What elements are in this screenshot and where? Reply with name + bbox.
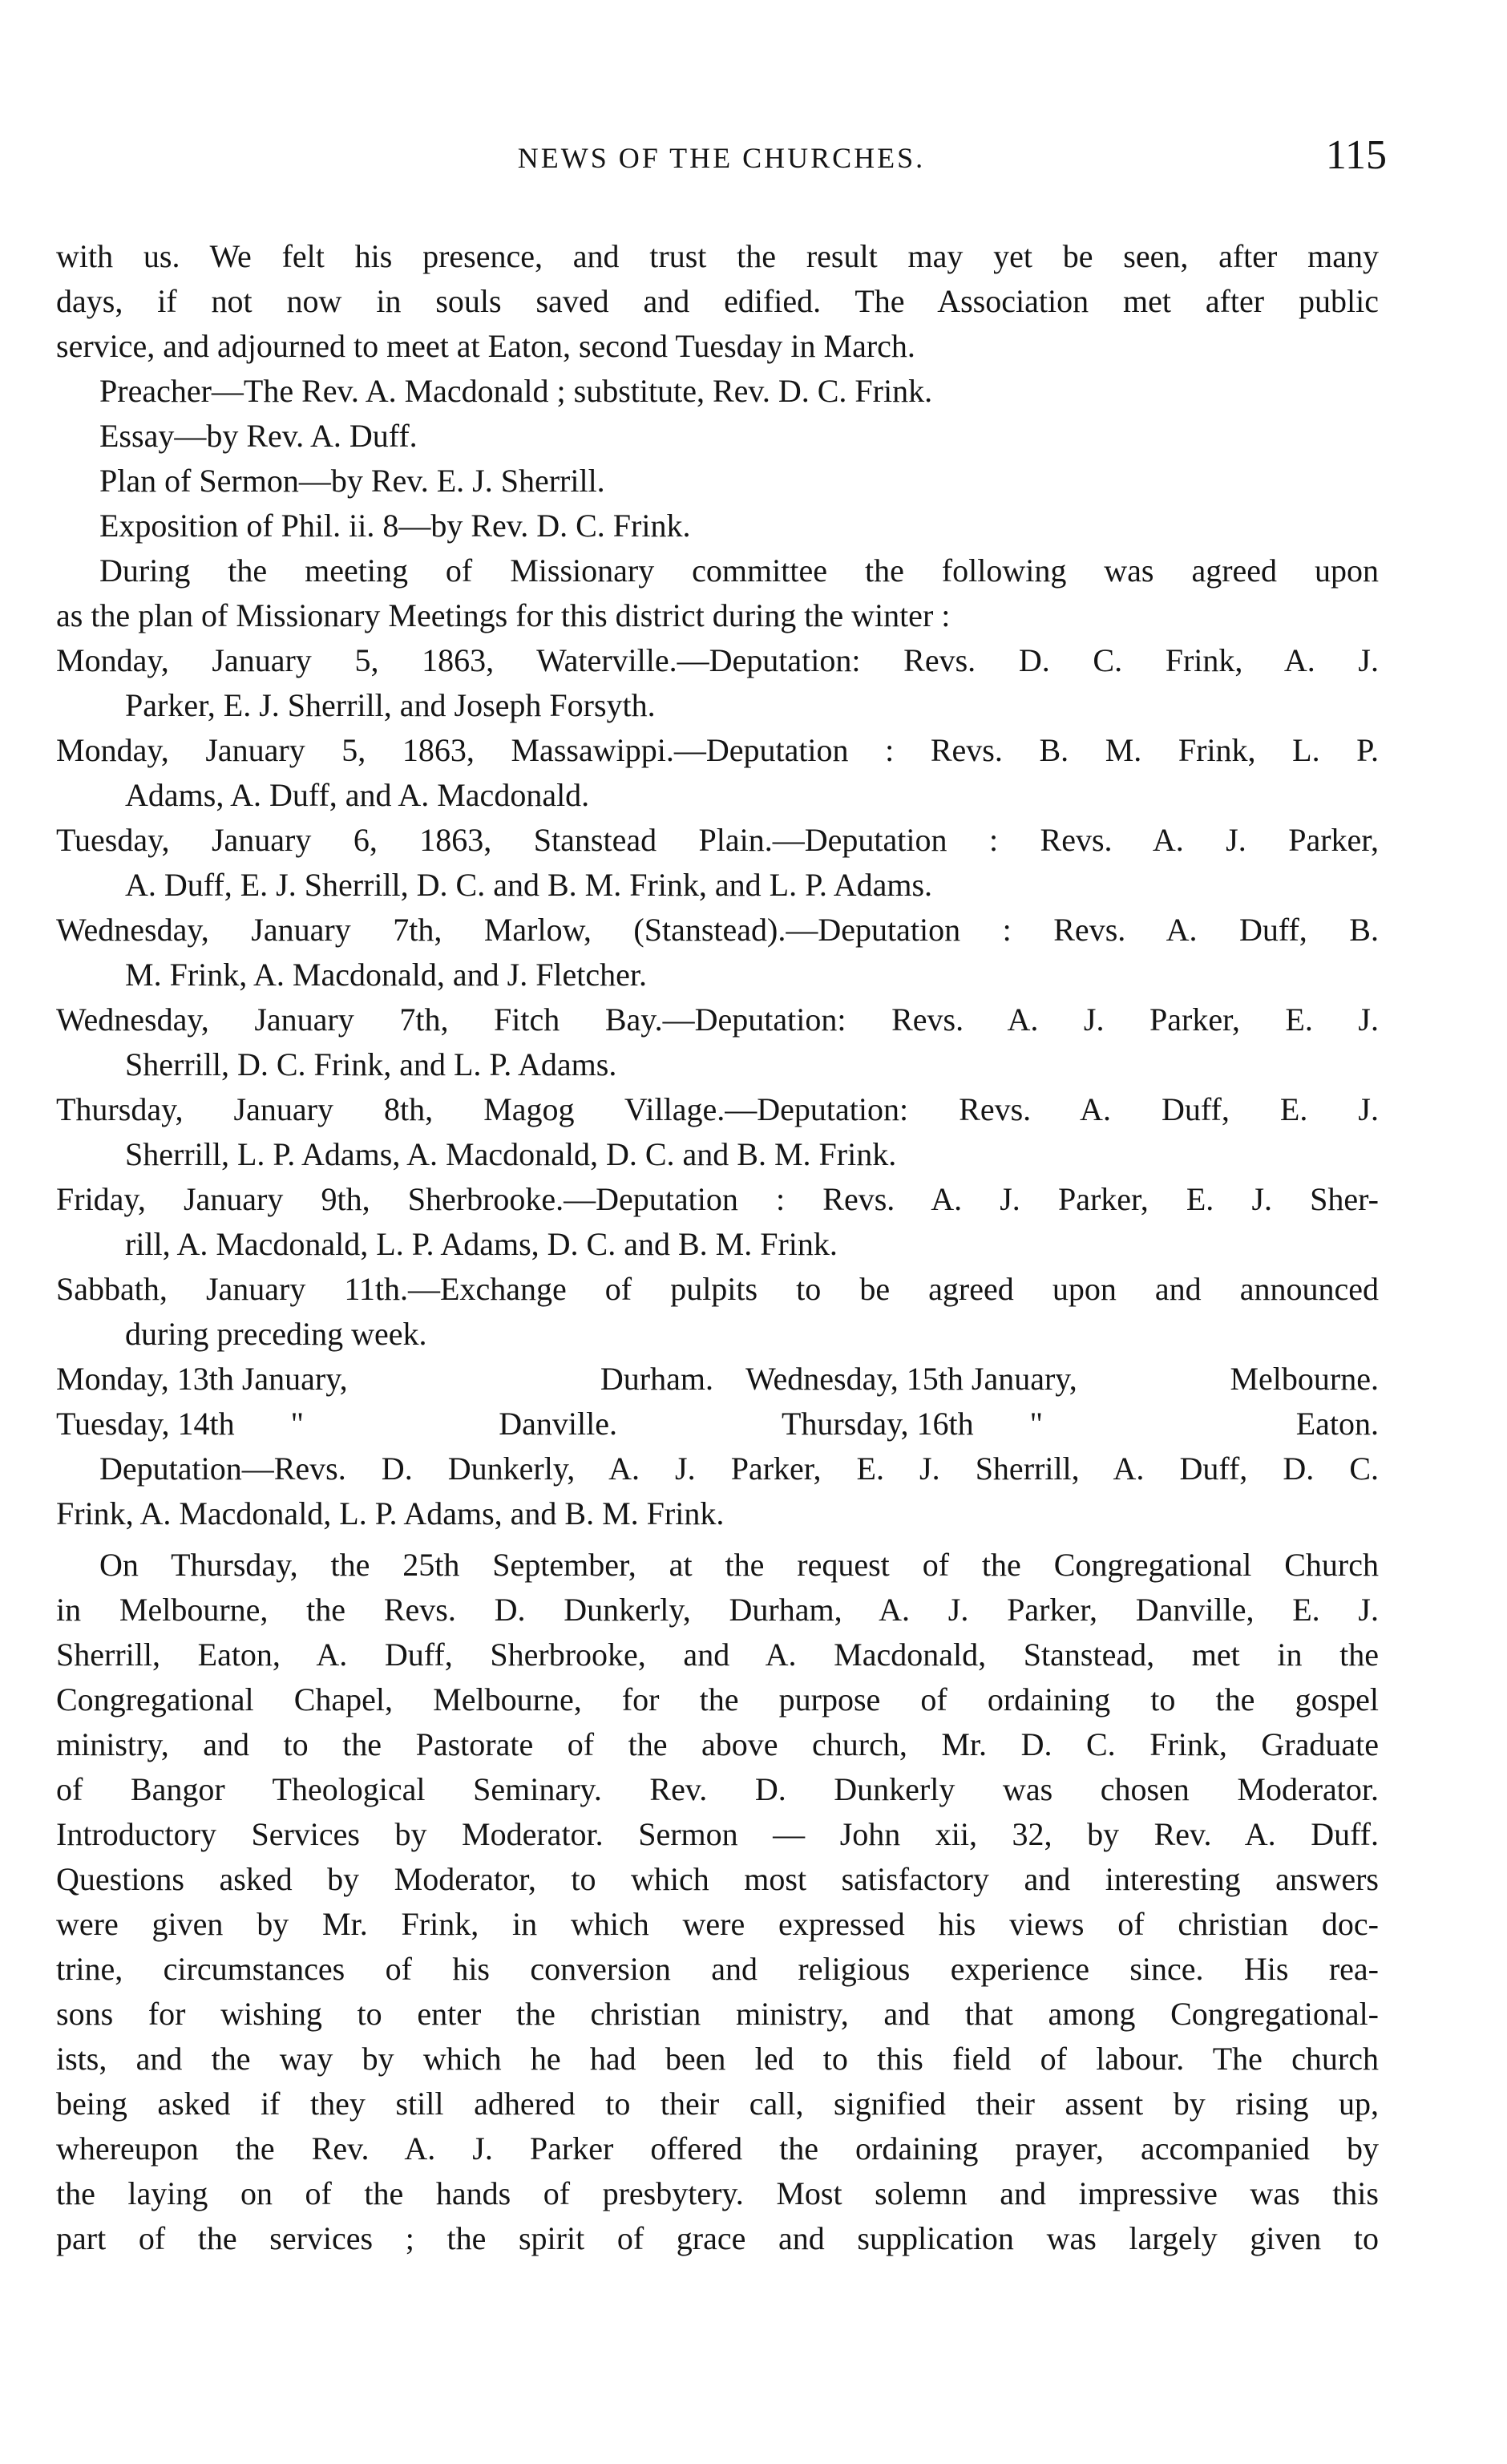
text-line: part of the services ; the spirit of grace and supplication was largely given to: [56, 2220, 1379, 2256]
meeting-line: Friday, January 9th, Sherbrooke.—Deputation : Revs. A. J. Parker, E. J. Sher-: [56, 1181, 1379, 1217]
meeting-continuation: during preceding week.: [125, 1316, 427, 1352]
text-line: whereupon the Rev. A. J. Parker offered the ordaining prayer, accompanied by: [56, 2130, 1379, 2167]
schedule-day: Monday, 13th January,: [56, 1361, 348, 1397]
text-line: Introductory Services by Moderator. Sermon — John xii, 32, by Rev. A. Duff.: [56, 1816, 1379, 1852]
text-line: days, if not now in souls saved and edified. The Association met after public: [56, 283, 1379, 319]
ordination-paragraph: [56, 1543, 1379, 2261]
meeting-entry: [56, 728, 1379, 818]
schedule-table: [56, 1357, 1379, 1446]
intro-paragraph: [56, 234, 1379, 369]
text-line: Questions asked by Moderator, to which most satisfactory and interesting answers: [56, 1861, 1379, 1897]
page-body: [56, 234, 1379, 2261]
schedule-row: [56, 1357, 1379, 1402]
meeting-entry: [56, 908, 1379, 997]
text-line: were given by Mr. Frink, in which were expressed his views of christian doc-: [56, 1906, 1379, 1942]
meeting-continuation: Sherrill, D. C. Frink, and L. P. Adams.: [125, 1046, 617, 1082]
text-line: Congregational Chapel, Melbourne, for the purpose of ordaining to the gospel: [56, 1681, 1379, 1718]
meeting-entry: [56, 997, 1379, 1087]
schedule-day: Wednesday, 15th January,: [745, 1361, 1077, 1397]
missionary-intro: [56, 548, 1379, 638]
schedule-place: Eaton.: [1295, 1406, 1379, 1442]
meeting-line: Wednesday, January 7th, Marlow, (Stanstead).—Deputation : Revs. A. Duff, B.: [56, 912, 1379, 948]
text-line: Sherrill, Eaton, A. Duff, Sherbrooke, and A. Macdonald, Stanstead, met in the: [56, 1637, 1379, 1673]
text-line: sons for wishing to enter the christian ministry, and that among Congregational-: [56, 1996, 1379, 2032]
meeting-entry: [56, 1177, 1379, 1267]
deputation-paragraph: [56, 1446, 1379, 1536]
assignments: [56, 369, 1379, 548]
meeting-entry: [56, 1087, 1379, 1177]
text-line: service, and adjourned to meet at Eaton, second Tuesday in March.: [56, 328, 915, 364]
meeting-continuation: A. Duff, E. J. Sherrill, D. C. and B. M. Frink, and L. P. Adams.: [125, 867, 933, 903]
meeting-line: Thursday, January 8th, Magog Village.—Deputation: Revs. A. Duff, E. J.: [56, 1091, 1379, 1127]
meeting-line: Sabbath, January 11th.—Exchange of pulpits to be agreed upon and announced: [56, 1271, 1379, 1307]
assignment-plan-of-sermon: Plan of Sermon—by Rev. E. J. Sherrill.: [99, 463, 605, 499]
text-line: Deputation—Revs. D. Dunkerly, A. J. Parker, E. J. Sherrill, A. Duff, D. C.: [99, 1450, 1379, 1487]
page-number: 115: [1325, 132, 1387, 178]
meeting-entry: [56, 638, 1379, 728]
text-line: Frink, A. Macdonald, L. P. Adams, and B. M. Frink.: [56, 1495, 725, 1531]
meeting-entry: [56, 818, 1379, 908]
meeting-line: Wednesday, January 7th, Fitch Bay.—Deputation: Revs. A. J. Parker, E. J.: [56, 1001, 1379, 1038]
schedule-day: Tuesday, 14th ": [56, 1406, 304, 1442]
meeting-continuation: M. Frink, A. Macdonald, and J. Fletcher.: [125, 957, 648, 993]
text-line: ists, and the way by which he had been led to this field of labour. The church: [56, 2041, 1379, 2077]
meeting-continuation: Adams, A. Duff, and A. Macdonald.: [125, 777, 590, 813]
schedule-day: Thursday, 16th ": [782, 1406, 1043, 1442]
text-line: ministry, and to the Pastorate of the above church, Mr. D. C. Frink, Graduate: [56, 1726, 1379, 1762]
meeting-line: Tuesday, January 6, 1863, Stanstead Plain.—Deputation : Revs. A. J. Parker,: [56, 822, 1379, 858]
schedule-place: Melbourne.: [1230, 1361, 1379, 1397]
schedule-right-cell: [782, 1402, 1379, 1446]
meeting-line: Monday, January 5, 1863, Waterville.—Deputation: Revs. D. C. Frink, A. J.: [56, 642, 1379, 678]
assignment-preacher: Preacher—The Rev. A. Macdonald ; substitute, Rev. D. C. Frink.: [99, 373, 933, 409]
schedule-place: Durham.: [600, 1361, 713, 1397]
meeting-continuation: Parker, E. J. Sherrill, and Joseph Forsyth.: [125, 687, 656, 723]
text-line: During the meeting of Missionary committee the following was agreed upon: [99, 552, 1379, 589]
schedule-right-cell: [745, 1357, 1379, 1402]
text-line: On Thursday, the 25th September, at the request of the Congregational Church: [99, 1547, 1379, 1583]
meeting-continuation: rill, A. Macdonald, L. P. Adams, D. C. and B. M. Frink.: [125, 1226, 838, 1262]
schedule-left-cell: [56, 1402, 617, 1446]
schedule-left-cell: [56, 1357, 713, 1402]
page-header: [56, 132, 1387, 197]
meeting-line: Monday, January 5, 1863, Massawippi.—Deputation : Revs. B. M. Frink, L. P.: [56, 732, 1379, 768]
text-line: with us. We felt his presence, and trust the result may yet be seen, after many: [56, 238, 1379, 274]
text-line: of Bangor Theological Seminary. Rev. D. Dunkerly was chosen Moderator.: [56, 1771, 1379, 1807]
assignment-essay: Essay—by Rev. A. Duff.: [99, 418, 418, 454]
text-line: being asked if they still adhered to their call, signified their assent by rising up,: [56, 2086, 1379, 2122]
meeting-list: [56, 638, 1379, 1357]
text-line: as the plan of Missionary Meetings for this district during the winter :: [56, 597, 951, 633]
text-line: the laying on of the hands of presbytery. Most solemn and impressive was this: [56, 2175, 1379, 2211]
assignment-exposition: Exposition of Phil. ii. 8—by Rev. D. C. Frink.: [99, 508, 691, 544]
schedule-row: [56, 1402, 1379, 1446]
schedule-place: Danville.: [499, 1406, 617, 1442]
meeting-entry: [56, 1267, 1379, 1357]
running-head: NEWS OF THE CHURCHES.: [517, 142, 926, 174]
meeting-continuation: Sherrill, L. P. Adams, A. Macdonald, D. C. and B. M. Frink.: [125, 1136, 897, 1172]
text-line: in Melbourne, the Revs. D. Dunkerly, Durham, A. J. Parker, Danville, E. J.: [56, 1592, 1379, 1628]
text-line: trine, circumstances of his conversion and religious experience since. His rea-: [56, 1951, 1379, 1987]
